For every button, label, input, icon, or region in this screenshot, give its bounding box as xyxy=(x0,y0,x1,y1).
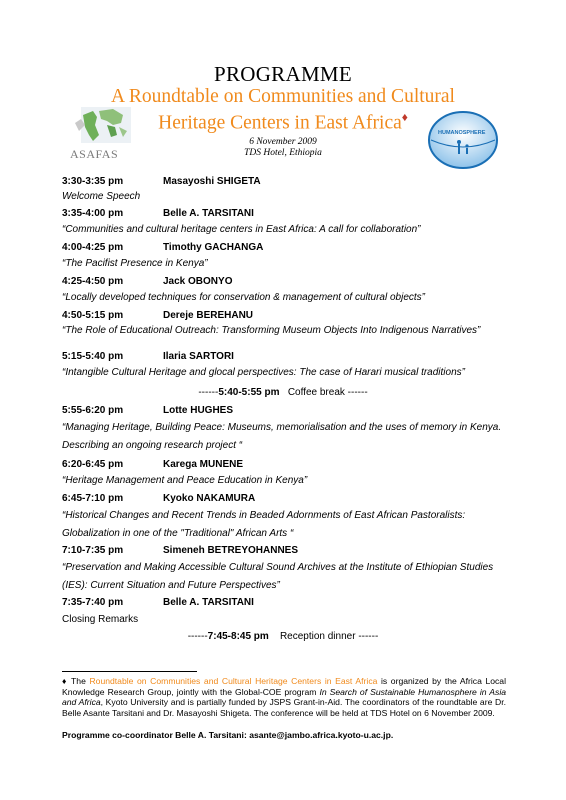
slot-time: 4:00-4:25 pm xyxy=(62,242,124,253)
slot-description: “The Role of Educational Outreach: Transforming Museum Objects Into Indigenous Narratives” xyxy=(62,325,481,336)
slot-description: Closing Remarks xyxy=(62,614,139,625)
slot-description: “The Pacifist Presence in Kenya” xyxy=(62,258,208,269)
slot-description: “Preservation and Making Accessible Cultural Sound Archives at the Institute of Ethiopian Studies (IES): Current Situation and Future Perspectives” xyxy=(62,562,494,591)
slot-time: 7:10-7:35 pm xyxy=(62,545,124,556)
coordinator-contact: Programme co-coordinator Belle A. Tarsitani: asante@jambo.africa.kyoto-u.ac.jp. xyxy=(62,730,394,740)
slot-time: 3:30-3:35 pm xyxy=(62,176,124,187)
footnote-mark: ♦ xyxy=(62,676,68,686)
event-venue: TDS Hotel, Ethiopia xyxy=(244,148,322,158)
asafas-logo-text: ASAFAS xyxy=(70,147,119,161)
slot-description: “Managing Heritage, Building Peace: Museums, memorialisation and the uses of memory in Kenya. Describing an ongoing research project “ xyxy=(62,422,502,451)
slot-time: 6:20-6:45 pm xyxy=(62,459,124,470)
slot-time: 7:35-7:40 pm xyxy=(62,597,124,608)
event-title-line1: A Roundtable on Communities and Cultural xyxy=(111,86,455,107)
footnote-text xyxy=(62,676,506,718)
event-title-line2-text: Heritage Centers in East Africa xyxy=(158,112,402,134)
slot-description: Welcome Speech xyxy=(62,191,141,202)
footnote-marker: ♦ xyxy=(401,110,408,124)
coffee-break-row xyxy=(0,387,566,398)
slot-time: 5:15-5:40 pm xyxy=(62,351,124,362)
slot-time: 3:35-4:00 pm xyxy=(62,208,124,219)
footnote-program-name: In Search of Sustainable Humanosphere in Asia and Africa xyxy=(62,686,507,707)
dinner-prefix: ------ xyxy=(187,631,208,642)
slot-time: 6:45-7:10 pm xyxy=(62,493,124,504)
footnote-pre: The xyxy=(67,676,90,686)
asafas-logo xyxy=(67,105,137,165)
slot-speaker: Jack OBONYO xyxy=(163,276,233,287)
dinner-label: Reception dinner ------ xyxy=(279,631,379,642)
dinner-time: 7:45-8:45 pm xyxy=(207,631,269,642)
event-date: 6 November 2009 xyxy=(249,137,317,147)
slot-speaker: Simeneh BETREYOHANNES xyxy=(163,545,299,556)
slot-speaker: Ilaria SARTORI xyxy=(163,351,234,362)
coffee-break-label: Coffee break ------ xyxy=(287,387,368,398)
footnote-mid2: , Kyoto University and is partially funded by JSPS Grant-in-Aid. The coordinators of the roundtable are Dr. Belle Asante Tarsitani and Dr. Masayoshi Shigeta. The conference will be held at TDS Hotel on 6 November 2009. xyxy=(62,697,506,718)
slot-speaker: Belle A. TARSITANI xyxy=(163,597,254,608)
slot-description: “Intangible Cultural Heritage and glocal perspectives: The case of Harari musical traditions” xyxy=(62,367,465,378)
slot-description: “Heritage Management and Peace Education in Kenya” xyxy=(62,475,308,486)
slot-description: “Communities and cultural heritage centers in East Africa: A call for collaboration” xyxy=(62,224,421,235)
slot-description: “Historical Changes and Recent Trends in Beaded Adornments of East African Pastoralists: Globalization in one of the "Traditional" African Arts “ xyxy=(62,510,466,539)
coffee-break-time: 5:40-5:55 pm xyxy=(218,387,280,398)
slot-speaker: Timothy GACHANGA xyxy=(163,242,264,253)
slot-time: 4:25-4:50 pm xyxy=(62,276,124,287)
slot-speaker: Karega MUNENE xyxy=(163,459,244,470)
footnote-mid1: is organized by the Africa Local Knowledge Research Group, jointly with the Global-COE program xyxy=(62,676,506,697)
slot-speaker: Kyoko NAKAMURA xyxy=(163,493,256,504)
slot-speaker: Dereje BEREHANU xyxy=(163,310,254,321)
slot-speaker: Masayoshi SHIGETA xyxy=(163,176,261,187)
reception-dinner-row xyxy=(0,631,566,642)
footnote-divider xyxy=(62,671,197,672)
humanosphere-logo-text: HUMANOSPHERE xyxy=(438,130,486,136)
page-title: PROGRAMME xyxy=(213,62,353,86)
slot-speaker: Belle A. TARSITANI xyxy=(163,208,254,219)
slot-speaker: Lotte HUGHES xyxy=(163,405,233,416)
slot-time: 4:50-5:15 pm xyxy=(62,310,124,321)
coffee-break-prefix: ------ xyxy=(198,387,219,398)
slot-time: 5:55-6:20 pm xyxy=(62,405,124,416)
slot-description: “Locally developed techniques for conservation & management of cultural objects” xyxy=(62,292,425,303)
globe-icon xyxy=(425,110,501,170)
humanosphere-logo xyxy=(425,110,501,170)
footnote-event-name: Roundtable on Communities and Cultural Heritage Centers in East Africa xyxy=(89,676,378,686)
